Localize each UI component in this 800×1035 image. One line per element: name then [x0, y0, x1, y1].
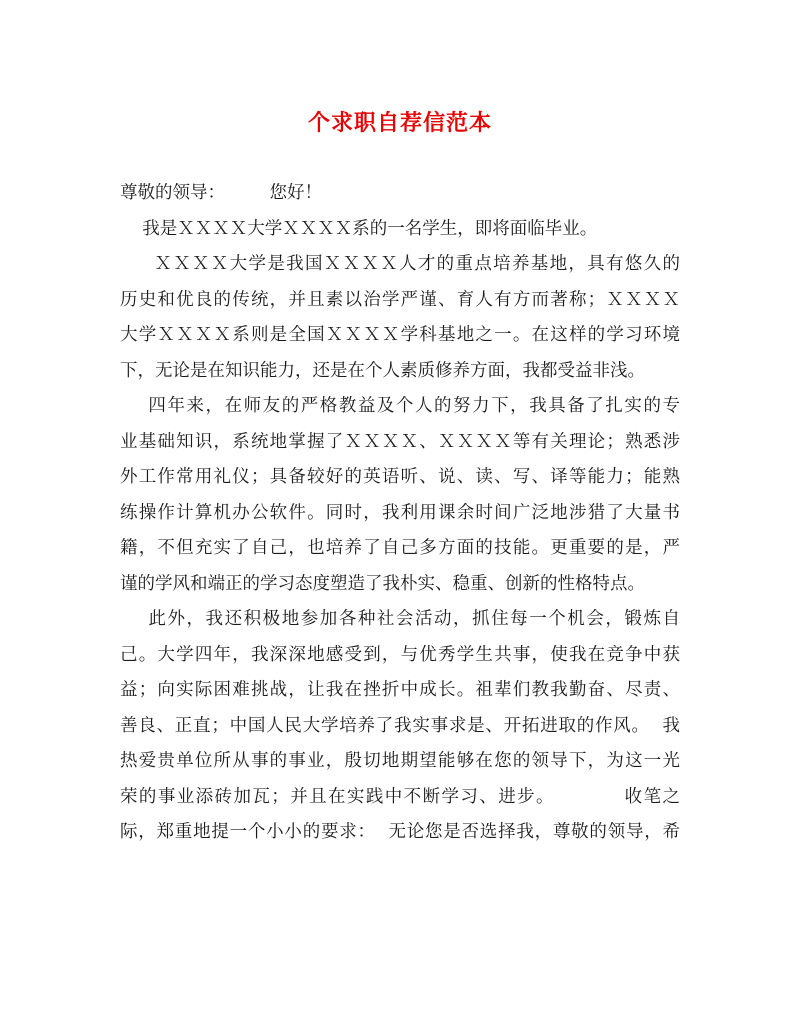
body-line: ＸＸＸＸ大学是我国ＸＸＸＸ人才的重点培养基地，具有悠久的 [120, 254, 680, 274]
body-line: 善良、正直；中国人民大学培养了我实事求是、开拓进取的作风。 我 [120, 715, 680, 736]
body-line: 益；向实际困难挑战，让我在挫折中成长。祖辈们教我勤奋、尽责、 [120, 680, 680, 700]
body-line: 荣的事业添砖加瓦；并且在实践中不断学习、进步。 收笔之 [120, 786, 680, 807]
body-line: 我是ＸＸＸＸ大学ＸＸＸＸ系的一名学生，即将面临毕业。 [120, 218, 598, 239]
body-line: 己。大学四年，我深深地感受到，与优秀学生共事，使我在竞争中获 [120, 644, 680, 665]
body-line: 练操作计算机办公软件。同时，我利用课余时间广泛地涉猎了大量书 [120, 502, 680, 523]
body-line: 大学ＸＸＸＸ系则是全国ＸＸＸＸ学科基地之一。在这样的学习环境 [120, 325, 680, 345]
body-line: 外工作常用礼仪；具备较好的英语听、说、读、写、译等能力；能熟 [120, 467, 680, 487]
body-line: 籍，不但充实了自己，也培养了自己多方面的技能。更重要的是，严 [120, 538, 680, 558]
document-title: 个求职自荐信范本 [307, 110, 492, 136]
body-line: 此外，我还积极地参加各种社会活动，抓住每一个机会，锻炼自 [120, 609, 680, 629]
body-line: 下，无论是在知识能力，还是在个人素质修养方面，我都受益非浅。 [120, 360, 645, 381]
body-line: 际，郑重地提一个小小的要求： 无论您是否选择我，尊敬的领导，希 [120, 822, 680, 842]
body-line: 热爱贵单位所从事的事业，殷切地期望能够在您的领导下，为这一光 [120, 751, 680, 771]
body-line: 谨的学风和端正的学习态度塑造了我朴实、稳重、创新的性格特点。 [120, 573, 645, 594]
body-line: 四年来，在师友的严格教益及个人的努力下，我具备了扎实的专 [120, 396, 680, 416]
body-line: 业基础知识，系统地掌握了ＸＸＸＸ、ＸＸＸＸ等有关理论；熟悉涉 [120, 431, 680, 452]
letter-body [120, 176, 680, 851]
salutation-line: 尊敬的领导： 您好！ [120, 183, 323, 203]
body-line: 历史和优良的传统，并且素以治学严谨、育人有方而著称；ＸＸＸＸ [120, 289, 680, 310]
